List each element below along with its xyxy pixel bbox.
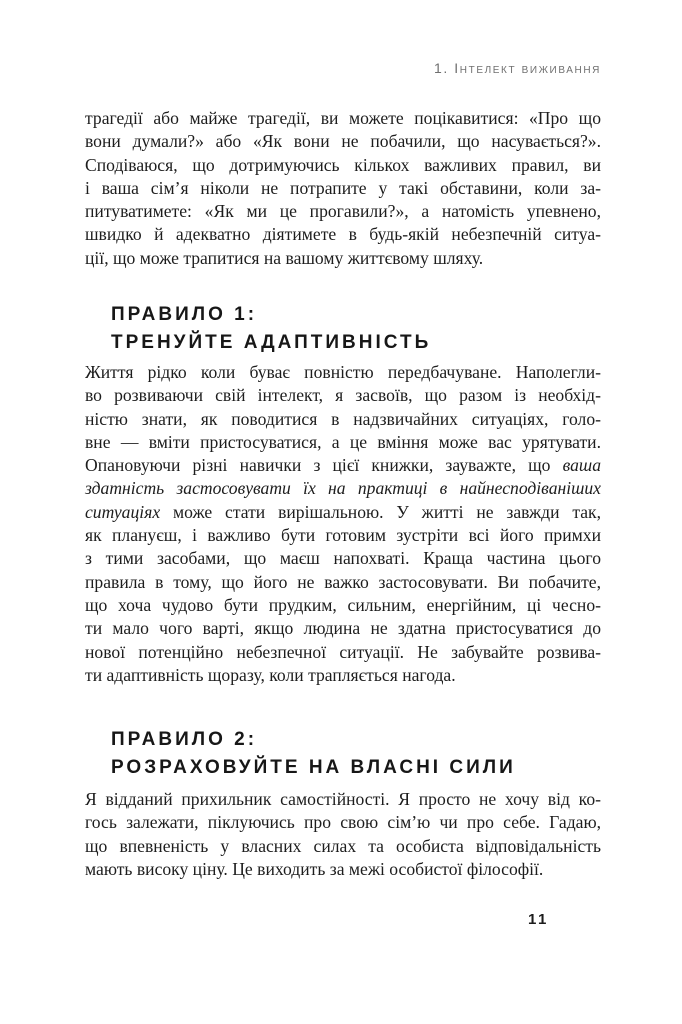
heading-line: ПРАВИЛО 2: [111,729,258,750]
text-line [85,858,601,881]
text-segment: ти адаптивність щоразу, коли трапляється нагода. [85,664,456,685]
text-segment: Сподіваюся, що дотримуючись кількох важливих правил, ви [85,154,601,175]
text-line [85,547,601,570]
text-segment: Я відданий прихильник самостійності. Я просто не хочу від ко- [85,789,601,809]
text-segment: трагедії або майже трагедії, ви можете поцікавитися: «Про що [85,108,601,128]
section-heading [85,301,627,357]
text-line [85,524,601,547]
text-segment: Опановуючи різні навички з цієї книжки, зауважте, що [85,455,563,476]
text-line [85,477,601,500]
text-segment: ністю знати, як поводитися в надзвичайних ситуаціях, голо- [85,408,601,429]
text-line [85,594,601,617]
text-segment: і ваша сім’я ніколи не потрапите у такі обставини, коли за- [85,177,601,198]
text-segment: нової потенційно небезпечної ситуації. Не забувайте розвива- [85,641,601,662]
text-line [85,454,601,477]
text-line [85,408,601,431]
text-segment: Життя рідко коли буває повністю передбачуване. Наполегли- [85,362,601,382]
italic-text-segment: ваша [562,455,601,476]
text-segment: правила в тому, що його не важко застосовувати. Ви побачите, [85,571,601,592]
text-segment: питуватимете: «Як ми це прогавили?», а натомість упевнено, [85,201,601,222]
text-line [85,223,601,246]
text-line [85,200,601,223]
text-line [85,617,601,640]
text-line [85,811,601,834]
text-segment: як плануєш, і важливо бути готовим зустріти всі його примхи [85,525,601,546]
body-paragraph [85,107,601,270]
text-line [85,501,601,524]
text-segment: вне — вміти пристосуватися, а це вміння може вас урятувати. [85,431,601,452]
text-line [85,571,601,594]
text-segment: ти мало чого варті, якщо людина не здатна пристосуватися до [85,618,601,639]
heading-line: РОЗРАХОВУЙТЕ НА ВЛАСНІ СИЛИ [111,757,516,778]
section-heading [85,726,627,782]
text-segment: ції, що може трапитися на вашому життєвому шляху. [85,247,484,268]
text-line [85,788,601,811]
text-line [85,835,601,858]
text-segment: з тими засобами, що маєш напохваті. Краща частина цього [85,548,601,569]
page-number: 11 [528,911,549,928]
text-segment: що хоча чудово бути прудким, сильним, енергійним, ці чесно- [85,594,601,615]
text-segment: швидко й адекватно діятимете в будь-якій небезпечній ситуа- [85,224,601,245]
text-line [85,431,601,454]
text-line [85,177,601,200]
text-segment: гось залежати, піклуючись про свою сім’ю чи про себе. Гадаю, [85,812,601,833]
text-line [85,130,601,153]
text-line [85,107,601,130]
body-paragraph [85,788,601,881]
text-line [85,664,601,687]
text-line [85,247,601,270]
text-line [85,384,601,407]
text-line [85,361,601,384]
text-segment: во розвиваючи свій інтелект, я засвоїв, що разом із необхід- [85,385,601,406]
text-line [85,641,601,664]
heading-line: ПРАВИЛО 1: [111,304,258,325]
running-header: 1. Інтелект виживання [433,60,601,76]
italic-text-segment: здатність застосовувати їх на практиці в найнесподіваніших [85,478,601,499]
text-line [85,154,601,177]
text-segment: може стати вирішальною. У житті не завжди так, [160,501,601,522]
heading-line: ТРЕНУЙТЕ АДАПТИВНІСТЬ [111,332,432,353]
text-segment: вони думали?» або «Як вони не побачили, що насувається?». [85,131,601,152]
text-segment: мають високу ціну. Це виходить за межі особистої філософії. [85,858,544,879]
text-segment: що впевненість у власних силах та особиста відповідальність [85,835,601,856]
body-paragraph [85,361,601,687]
italic-text-segment: ситуаціях [85,501,161,522]
